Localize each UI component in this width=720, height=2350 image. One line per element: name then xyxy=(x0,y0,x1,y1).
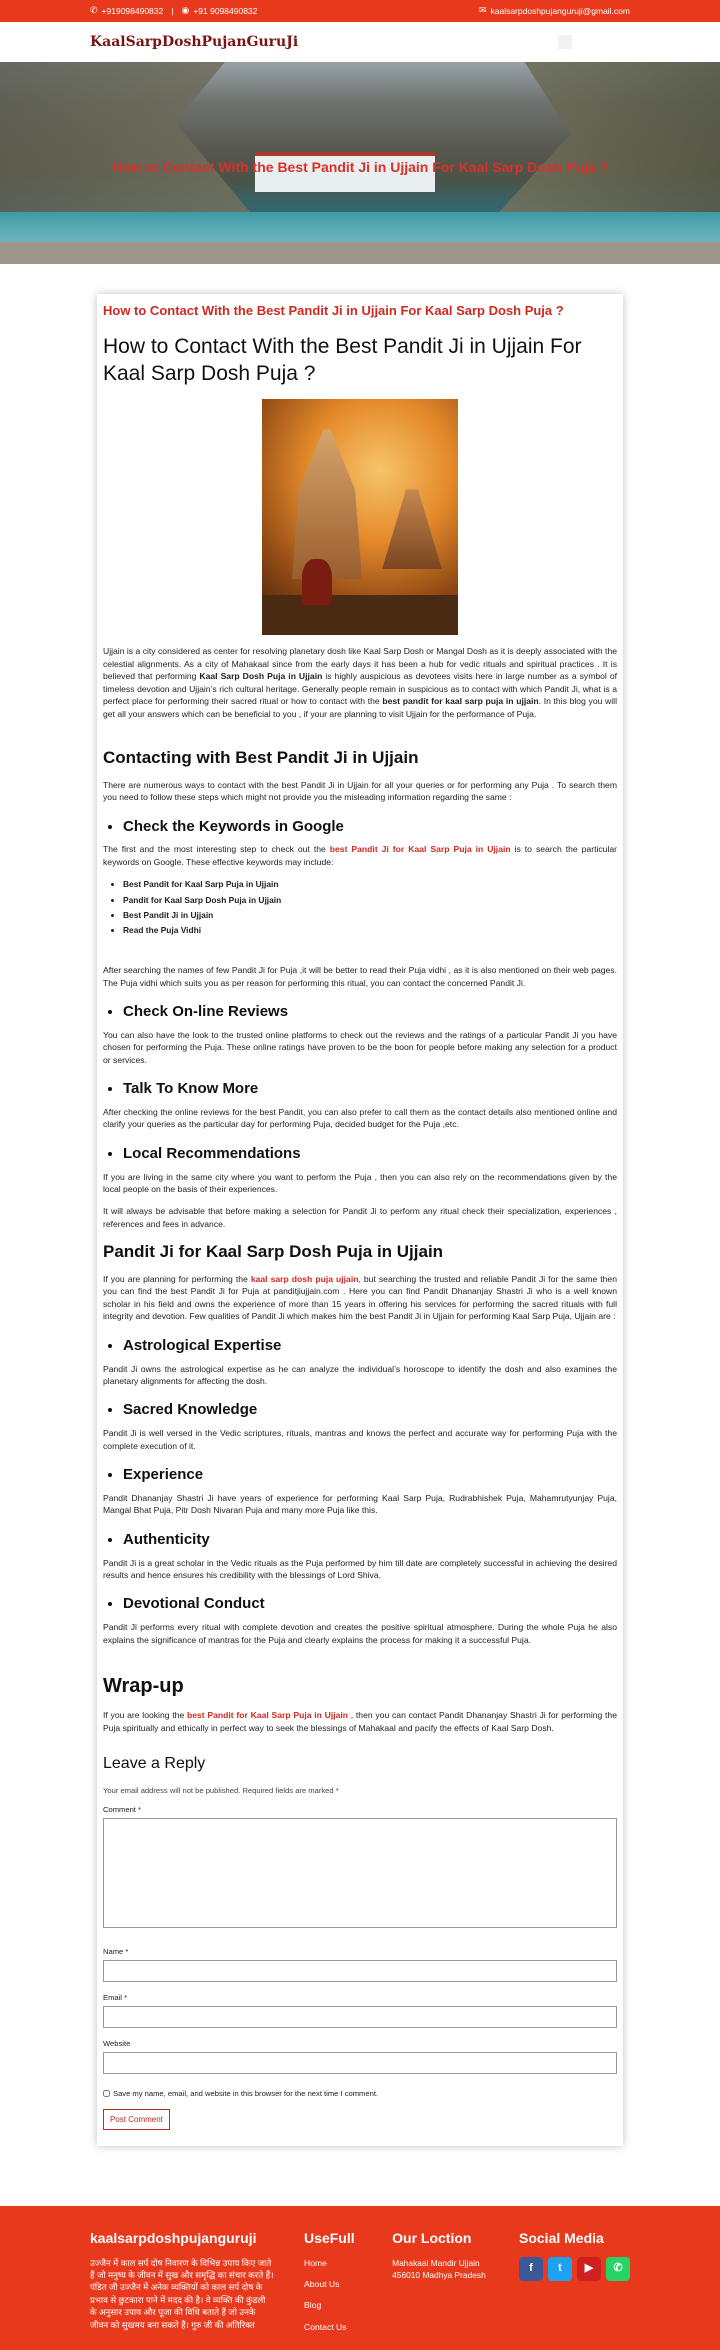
heading-astrological: Astrological Expertise xyxy=(123,1336,282,1354)
wrapup-pandit-link[interactable]: best Pandit for Kaal Sarp Puja in Ujjain xyxy=(186,1710,349,1721)
hero-river xyxy=(0,212,720,242)
email-link[interactable]: kaalsarpdoshpujanguruji@gmail.com xyxy=(490,5,630,16)
footer-address-line-1: Mahakaal Mandir Ujjain xyxy=(392,2257,480,2268)
name-label: Name * xyxy=(103,1947,129,1957)
hero-title: How to Contact With the Best Pandit Ji in Ujjain For Kaal Sarp Dosh Puja ? xyxy=(111,159,609,175)
paragraph-local-1: If you are living in the same city where you want to perform the Puja , then you can also rely on the recommendations given by the local people on the basis of their experiences. xyxy=(103,1171,617,1194)
name-field[interactable] xyxy=(103,1960,617,1982)
whatsapp-icon: ◉ xyxy=(181,5,190,16)
phone-contacts xyxy=(90,4,257,17)
phone-icon: ✆ xyxy=(90,5,98,16)
whatsapp-icon[interactable]: ✆ xyxy=(606,2257,630,2281)
paragraph-sacred: Pandit Ji is well versed in the Vedic scriptures, rituals, mantras and knows the perfect and accurate way for performing Puja with the complete execution of it. xyxy=(103,1428,617,1451)
footer-location xyxy=(392,2228,489,2342)
article-title: How to Contact With the Best Pandit Ji in Ujjain For Kaal Sarp Dosh Puja ? xyxy=(103,334,582,386)
mail-icon: ✉ xyxy=(478,5,487,16)
facebook-icon[interactable]: f xyxy=(519,2257,543,2281)
text: is to search the particular keywords on Google. These effective keywords may include: xyxy=(103,844,617,867)
keyword-list xyxy=(123,878,617,936)
text: If you are planning for performing the xyxy=(103,1273,251,1284)
text: , then you can contact Pandit Dhananjay Shastri Ji for performing the Puja spiritually and ethically in perfect way to seek the blessings of Mahakaal and pacify the effects of Kaal Sarp Dosh. xyxy=(103,1710,617,1733)
footer-location-title: Our Loction xyxy=(392,2230,472,2247)
comment-field[interactable] xyxy=(103,1818,617,1928)
featured-image xyxy=(262,399,458,635)
footer-brand-title: kaalsarpdoshpujanguruji xyxy=(90,2230,257,2247)
image-floor xyxy=(262,595,458,635)
text: Ujjain is a city considered as center for resolving planetary dosh like Kaal Sarp Dosh or Mangal Dosh as it is deeply associated with the celestial alignments. As a city of Mahakaal since from the early days it has been a hub for vedic rituals and spiritual practices . It is believed that performing xyxy=(103,646,617,682)
footer-links-title: UseFull xyxy=(304,2230,355,2247)
paragraph-local-2: It will always be advisable that before making a selection for Pandit Ji to perform any ritual check their specialization, experiences , references and fees in advance. xyxy=(103,1206,617,1229)
heading-reviews: Check On-line Reviews xyxy=(123,1003,289,1021)
paragraph-wrapup xyxy=(103,1709,617,1734)
heading-experience: Experience xyxy=(123,1466,204,1484)
heading-devotion: Devotional Conduct xyxy=(123,1595,265,1613)
paragraph-pandit xyxy=(103,1273,617,1323)
heading-local: Local Recommendations xyxy=(123,1144,301,1162)
article-kicker: How to Contact With the Best Pandit Ji in Ujjain For Kaal Sarp Dosh Puja ? xyxy=(103,303,564,318)
email-field[interactable] xyxy=(103,2006,617,2028)
heading-contacting: Contacting with Best Pandit Ji in Ujjain xyxy=(103,748,419,768)
paragraph-astrological: Pandit Ji owns the astrological expertise as he can analyze the individual’s horoscope to identify the dosh and also examines the planetary alignments for affecting the dosh. xyxy=(103,1363,617,1386)
footer-link-blog[interactable]: Blog xyxy=(304,2300,322,2311)
best-pandit-link[interactable]: best Pandit Ji for Kaal Sarp Puja in Ujjain xyxy=(329,844,511,855)
heading-talk: Talk To Know More xyxy=(123,1080,259,1098)
text: . In this blog you will get all your answers which can be beneficial to you , if your are planning to visit Ujjain for the performance of Puja. xyxy=(103,696,617,719)
save-info-label: Save my name, email, and website in this browser for the next time I comment. xyxy=(113,2089,379,2099)
hero-cliff-left xyxy=(0,62,250,212)
text: The first and the most interesting step to check out the xyxy=(103,844,330,855)
text: , but searching the trusted and reliable Pandit Ji for the same then you can find the best Pandit Ji for Puja at panditjiujjain.com . Here you can find Pandit Dhananjay Shastri Ji who is a well known scholar in his field and owns the experience of more than 15 years in offering his services for performing the sacred rituals with full integrity and devotion. Few qualities of Pandit Ji which makes him the best Pandit Ji in Ujjain for performing Kaal Sarp Puja, Ujjain are : xyxy=(103,1273,617,1322)
footer-link-about[interactable]: About Us xyxy=(304,2278,340,2289)
footer-social-title: Social Media xyxy=(519,2230,604,2247)
divider: | xyxy=(171,5,174,16)
image-temple-side xyxy=(382,489,442,569)
bold-text: best pandit for kaal sarp puja in ujjain xyxy=(382,696,539,707)
hero-cliff-right xyxy=(490,62,720,222)
comment-label: Comment * xyxy=(103,1805,141,1815)
site-header xyxy=(0,22,720,62)
paragraph-devotion: Pandit Ji performs every ritual with complete devotion and creates the positive spiritual atmosphere. During the whole Puja he also explains the significance of mantras for the Puja and clearly explains the process for making it a successful Puja. xyxy=(103,1622,617,1645)
list-item: • Pandit for Kaal Sarp Dosh Puja in Ujjain xyxy=(123,894,617,906)
site-footer xyxy=(0,2206,720,2350)
heading-sacred: Sacred Knowledge xyxy=(123,1401,258,1419)
article-card xyxy=(97,294,623,2146)
hero-banner xyxy=(0,62,720,264)
website-field[interactable] xyxy=(103,2052,617,2074)
save-info-row xyxy=(103,2088,617,2099)
paragraph-after-keywords: After searching the names of few Pandit Ji for Puja ,it will be better to read their Puja vidhi , as it is also mentioned on their web pages. The Puja vidhi which suits you as per reason for performing this ritual, you can contact the concerned Pandit Ji. xyxy=(103,965,617,988)
kaal-sarp-puja-link[interactable]: kaal sarp dosh puja ujjain xyxy=(250,1273,359,1284)
text: is highly auspicious as devotees visits here in large number as a symbol of timeless devotion and Ujjain’s rich cultural heritage. Generally people remain in suspicious as to contact with which Pandit Ji, what is a perfect place for performing their sacred ritual or how to contact with the xyxy=(103,671,617,707)
footer-social xyxy=(519,2228,630,2342)
heading-wrapup: Wrap-up xyxy=(103,1675,184,1698)
reply-note: Your email address will not be published. Required fields are marked * xyxy=(103,1786,339,1796)
list-item: • Best Pandit Ji in Ujjain xyxy=(123,909,617,921)
reply-title: Leave a Reply xyxy=(103,1754,206,1772)
site-logo[interactable]: KaalSarpDoshPujanGuruJi xyxy=(90,33,299,50)
twitter-icon[interactable]: t xyxy=(548,2257,572,2281)
hero-riverbank xyxy=(0,242,720,264)
heading-authenticity: Authenticity xyxy=(123,1530,210,1548)
paragraph-contacting: There are numerous ways to contact with the best Pandit Ji in Ujjain for all your queries or for performing any Puja . To search them you need to follow these steps which might not provide you the misleading information regarding the same : xyxy=(103,779,617,803)
list-item: • Best Pandit for Kaal Sarp Puja in Ujjain xyxy=(123,878,617,890)
text: If you are looking the xyxy=(103,1710,187,1721)
phone-link[interactable]: +919098490832 xyxy=(101,5,164,16)
image-temple-main xyxy=(292,429,362,579)
footer-link-home[interactable]: Home xyxy=(304,2257,327,2268)
list-item: • Read the Puja Vidhi xyxy=(123,924,617,936)
footer-links xyxy=(304,2228,362,2342)
footer-brand-text: उज्जैन में काल सर्प दोष निवारण के विभिन्न उपाय किए जाते हैं जो मनुष्य के जीवन में सुख और समृद्धि का संचार करते हैं। पंडित जी उज्जैन में अनेक व्यक्तियों को काल सर्प दोष के प्रभाव से छुटकारा पाने में मदद की है। वे व्यक्ति की कुंडली के अनुसार उपाय और पूजा की विधि बताते हैं जो उनके जीवन को सुखमय बना सकते हैं। गुरु जी की अतिरिक्त xyxy=(90,2257,274,2330)
paragraph-talk: After checking the online reviews for the best Pandit, you can also prefer to call them as the contact details also mentioned online and clarify your queries as the particular day for performing Puja, decided budget for the Puja ,etc. xyxy=(103,1106,617,1130)
heading-pandit: Pandit Ji for Kaal Sarp Dosh Puja in Ujjain xyxy=(103,1242,444,1262)
footer-brand xyxy=(90,2228,274,2342)
menu-toggle-button[interactable] xyxy=(558,35,572,49)
social-icons xyxy=(519,2257,630,2281)
comment-form xyxy=(103,1752,617,2130)
intro-paragraph xyxy=(103,645,617,720)
heading-keywords: Check the Keywords in Google xyxy=(123,817,344,835)
website-label: Website xyxy=(103,2039,131,2049)
whatsapp-link[interactable]: +91 9098490832 xyxy=(193,5,258,16)
footer-address-line-2: 456010 Madhya Pradesh xyxy=(392,2269,486,2280)
top-contact-bar xyxy=(0,0,720,22)
email-contact xyxy=(479,4,630,17)
paragraph-keywords xyxy=(103,843,617,868)
save-info-checkbox[interactable] xyxy=(103,2090,110,2097)
post-comment-button[interactable]: Post Comment xyxy=(103,2109,170,2130)
paragraph-authenticity: Pandit Ji is a great scholar in the Vedic rituals as the Puja performed by him till date are completely successful in achieving the desired results and hence ensures his credibility with the blessings of Lord Shiva. xyxy=(103,1557,617,1580)
footer-link-contact[interactable]: Contact Us xyxy=(304,2321,347,2332)
image-priest xyxy=(302,559,332,605)
email-label: Email * xyxy=(103,1993,128,2003)
paragraph-reviews: You can also have the look to the trusted online platforms to check out the reviews and the ratings of a particular Pandit Ji you have chosen for performing the Puja. These online ratings have proven to be the boon for people before making any selection for a product or services. xyxy=(103,1029,617,1065)
paragraph-experience: Pandit Dhananjay Shastri Ji have years of experience for performing Kaal Sarp Puja, Rudrabhishek Puja, Mahamrutyunjay Puja, Mangal Bhat Puja, Pitr Dosh Nivaran Puja and many more Puja like this. xyxy=(103,1492,617,1516)
bold-text: Kaal Sarp Dosh Puja in Ujjain xyxy=(199,671,323,682)
youtube-icon[interactable]: ▶ xyxy=(577,2257,601,2281)
